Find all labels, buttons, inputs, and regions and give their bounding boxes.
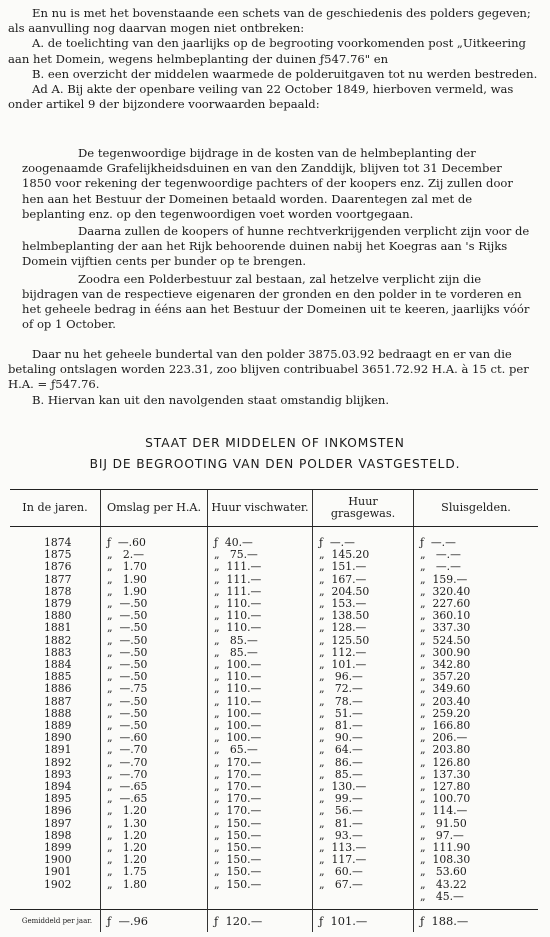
- paragraph: Daarna zullen de koopers of hunne rechtverkrijgenden verplicht zijn voor de helmbeplanting der aan het Rijk behoorende duinen nabij het Koegras aan 's Rijks Domein vijftien cents per bunder op te brengen.: [22, 224, 530, 269]
- sluisgelden-cell: „ 349.60: [414, 683, 539, 695]
- omslag-cell: „ 1.20: [101, 842, 208, 854]
- vischwater-cell: „ 150.—: [208, 830, 313, 842]
- grasgewas-cell: „ 67.—: [313, 879, 414, 891]
- omslag-cell: [101, 891, 208, 910]
- grasgewas-cell: „ 101.—: [313, 659, 414, 671]
- omslag-cell: ƒ —.60: [101, 527, 208, 550]
- year-cell: 1894: [44, 780, 72, 794]
- omslag-cell: „ 1.20: [101, 830, 208, 842]
- column-header-years: In de jaren.: [10, 490, 101, 527]
- vischwater-cell: „ 150.—: [208, 818, 313, 830]
- year-cell: 1892: [44, 755, 72, 769]
- year-cell: 1882: [44, 633, 72, 647]
- grasgewas-cell: ƒ —.—: [313, 527, 414, 550]
- omslag-cell: „ 1.90: [101, 586, 208, 598]
- omslag-cell: „ 1.80: [101, 879, 208, 891]
- table-subtitle: BIJ DE BEGROOTING VAN DEN POLDER VASTGESTELD.: [89, 457, 461, 471]
- omslag-cell: „ 1.20: [101, 854, 208, 866]
- vischwater-cell: ƒ 40.—: [208, 527, 313, 550]
- omslag-cell: „ —.50: [101, 696, 208, 708]
- sluisgelden-cell: „ 127.80: [414, 781, 539, 793]
- paragraph: Ad A. Bij akte der openbare veiling van 22 October 1849, hierboven vermeld, was onder artikel 9 der bijzondere voorwaarden bepaald:: [8, 82, 514, 112]
- average-vischwater-cell: ƒ 120.—: [208, 910, 313, 933]
- year-cell: 1875: [44, 548, 72, 562]
- year-cell: 1881: [44, 621, 72, 635]
- sluisgelden-cell: „ 111.90: [414, 842, 539, 854]
- omslag-cell: „ 1.70: [101, 561, 208, 573]
- table-row: [10, 805, 538, 817]
- vischwater-cell: „ 100.—: [208, 732, 313, 744]
- omslag-cell: „ —.50: [101, 610, 208, 622]
- average-omslag-cell: ƒ —.96: [101, 910, 208, 933]
- grasgewas-cell: „ 72.—: [313, 683, 414, 695]
- year-cell: 1900: [44, 853, 72, 867]
- table-header-row: [10, 490, 538, 527]
- table-row: [10, 683, 538, 695]
- sluisgelden-cell: „ 203.80: [414, 744, 539, 756]
- column-header-sluisgelden: Sluisgelden.: [414, 490, 539, 527]
- sluisgelden-cell: „ 91.50: [414, 818, 539, 830]
- vischwater-cell: „ 170.—: [208, 757, 313, 769]
- average-sluisgelden-cell: ƒ 188.—: [414, 910, 539, 933]
- average-row: [10, 910, 538, 933]
- vischwater-cell: [208, 891, 313, 910]
- vischwater-cell: „ 150.—: [208, 842, 313, 854]
- year-cell: [10, 891, 101, 910]
- omslag-cell: „ —.65: [101, 793, 208, 805]
- year-cell: 1893: [44, 767, 72, 781]
- sluisgelden-cell: „ 357.20: [414, 671, 539, 683]
- grasgewas-cell: „ 113.—: [313, 842, 414, 854]
- omslag-cell: „ —.50: [101, 647, 208, 659]
- year-cell: 1883: [44, 645, 72, 659]
- grasgewas-cell: „ 85.—: [313, 769, 414, 781]
- sluisgelden-cell: „ 43.22: [414, 879, 539, 891]
- intro-text: [8, 6, 540, 112]
- omslag-cell: „ —.65: [101, 781, 208, 793]
- grasgewas-cell: „ 90.—: [313, 732, 414, 744]
- year-cell: 1899: [44, 841, 72, 855]
- vischwater-cell: „ 110.—: [208, 622, 313, 634]
- vischwater-cell: „ 110.—: [208, 610, 313, 622]
- vischwater-cell: „ 111.—: [208, 561, 313, 573]
- average-grasgewas-cell: ƒ 101.—: [313, 910, 414, 933]
- sluisgelden-cell: „ 97.—: [414, 830, 539, 842]
- vischwater-cell: „ 110.—: [208, 696, 313, 708]
- year-cell: 1889: [44, 719, 72, 733]
- year-cell: 1874: [44, 536, 72, 549]
- omslag-cell: „ —.70: [101, 744, 208, 756]
- table-row: [10, 561, 538, 573]
- table-row: [10, 866, 538, 878]
- vischwater-cell: „ 150.—: [208, 854, 313, 866]
- sluisgelden-cell: „ 337.30: [414, 622, 539, 634]
- sluisgelden-cell: „ 203.40: [414, 696, 539, 708]
- grasgewas-cell: „ 81.—: [313, 720, 414, 732]
- vischwater-cell: „ 170.—: [208, 793, 313, 805]
- vischwater-cell: „ 110.—: [208, 683, 313, 695]
- vischwater-cell: „ 75.—: [208, 549, 313, 561]
- omslag-cell: „ 1.20: [101, 805, 208, 817]
- vischwater-cell: „ 85.—: [208, 647, 313, 659]
- omslag-cell: „ —.50: [101, 708, 208, 720]
- year-cell: 1896: [44, 804, 72, 818]
- sluisgelden-cell: ƒ —.—: [414, 527, 539, 550]
- grasgewas-cell: „ 117.—: [313, 854, 414, 866]
- sluisgelden-cell: „ 300.90: [414, 647, 539, 659]
- column-header-vischwater: Huur vischwater.: [208, 490, 313, 527]
- vischwater-cell: „ 111.—: [208, 574, 313, 586]
- grasgewas-cell: „ 145.20: [313, 549, 414, 561]
- sluisgelden-cell: „ 524.50: [414, 635, 539, 647]
- paragraph: De tegenwoordige bijdrage in de kosten van de helmbeplanting der zoogenaamde Grafelijkheidsduinen en van den Zanddijk, blijven tot 31 December 1850 voor rekening der tegenwoordige pachters of der koopers enz. Zij zullen door hen aan het Bestuur der Domeinen betaald worden. Daarentegen zal met de beplanting enz. op den tegenwoordigen voet worden voortgegaan.: [22, 146, 513, 221]
- grasgewas-cell: „ 51.—: [313, 708, 414, 720]
- vischwater-cell: „ 65.—: [208, 744, 313, 756]
- sluisgelden-cell: „ 108.30: [414, 854, 539, 866]
- sluisgelden-cell: „ 100.70: [414, 793, 539, 805]
- omslag-cell: „ —.50: [101, 720, 208, 732]
- vischwater-cell: „ 170.—: [208, 769, 313, 781]
- omslag-cell: „ —.75: [101, 683, 208, 695]
- omslag-cell: „ —.50: [101, 598, 208, 610]
- year-cell: 1886: [44, 682, 72, 696]
- omslag-cell: „ —.50: [101, 635, 208, 647]
- grasgewas-cell: „ 99.—: [313, 793, 414, 805]
- year-cell: 1878: [44, 584, 72, 598]
- table-row: [10, 527, 538, 550]
- omslag-cell: „ —.50: [101, 622, 208, 634]
- omslag-cell: „ —.50: [101, 659, 208, 671]
- grasgewas-cell: „ 138.50: [313, 610, 414, 622]
- vischwater-cell: „ 100.—: [208, 720, 313, 732]
- column-header-grasgewas: Huur grasgewas.: [313, 490, 414, 527]
- year-cell: 1877: [44, 572, 72, 586]
- sluisgelden-cell: „ 137.30: [414, 769, 539, 781]
- year-cell: 1880: [44, 609, 72, 623]
- grasgewas-cell: „ 153.—: [313, 598, 414, 610]
- omslag-cell: „ —.70: [101, 769, 208, 781]
- omslag-cell: „ —.70: [101, 757, 208, 769]
- year-cell: 1902: [44, 877, 72, 891]
- grasgewas-cell: [313, 891, 414, 910]
- omslag-cell: „ —.50: [101, 671, 208, 683]
- year-cell: 1898: [44, 828, 72, 842]
- vischwater-cell: „ 85.—: [208, 635, 313, 647]
- vischwater-cell: „ 100.—: [208, 708, 313, 720]
- sluisgelden-cell: „ 53.60: [414, 866, 539, 878]
- average-label: Gemiddeld per jaar.: [10, 910, 101, 933]
- grasgewas-cell: „ 78.—: [313, 696, 414, 708]
- grasgewas-cell: „ 204.50: [313, 586, 414, 598]
- grasgewas-cell: „ 130.—: [313, 781, 414, 793]
- omslag-cell: „ 2.—: [101, 549, 208, 561]
- sluisgelden-cell: „ 259.20: [414, 708, 539, 720]
- table-body: [10, 527, 538, 933]
- grasgewas-cell: „ 86.—: [313, 757, 414, 769]
- grasgewas-cell: „ 128.—: [313, 622, 414, 634]
- table-row: [10, 696, 538, 708]
- paragraph: B. Hiervan kan uit den navolgenden staat omstandig blijken.: [32, 392, 390, 407]
- sluisgelden-cell: „ 227.60: [414, 598, 539, 610]
- year-cell: 1879: [44, 597, 72, 611]
- omslag-cell: „ 1.90: [101, 574, 208, 586]
- vischwater-cell: „ 110.—: [208, 671, 313, 683]
- year-cell: 1888: [44, 706, 72, 720]
- grasgewas-cell: „ 56.—: [313, 805, 414, 817]
- year-cell: 1890: [44, 731, 72, 745]
- omslag-cell: „ 1.75: [101, 866, 208, 878]
- sluisgelden-cell: „ 342.80: [414, 659, 539, 671]
- year-cell: 1887: [44, 694, 72, 708]
- year-cell: 1891: [44, 743, 72, 757]
- vischwater-cell: „ 150.—: [208, 866, 313, 878]
- table-title: STAAT DER MIDDELEN OF INKOMSTEN: [145, 436, 405, 450]
- vischwater-cell: „ 170.—: [208, 781, 313, 793]
- table-row: [10, 574, 538, 586]
- grasgewas-cell: „ 96.—: [313, 671, 414, 683]
- grasgewas-cell: „ 112.—: [313, 647, 414, 659]
- grasgewas-cell: „ 93.—: [313, 830, 414, 842]
- vischwater-cell: „ 100.—: [208, 659, 313, 671]
- sluisgelden-cell: „ 126.80: [414, 757, 539, 769]
- table-row: [10, 622, 538, 634]
- sluisgelden-cell: „ 166.80: [414, 720, 539, 732]
- omslag-cell: „ 1.30: [101, 818, 208, 830]
- grasgewas-cell: „ 81.—: [313, 818, 414, 830]
- vischwater-cell: „ 150.—: [208, 879, 313, 891]
- sluisgelden-cell: „ —.—: [414, 561, 539, 573]
- sluisgelden-cell: „ 320.40: [414, 586, 539, 598]
- paragraph: A. de toelichting van den jaarlijks op de begrooting voorkomenden post „Uitkeering aan het Domein, wegens helmbeplanting der duinen ƒ547.76" en: [8, 36, 526, 66]
- sluisgelden-cell: „ —.—: [414, 549, 539, 561]
- vischwater-cell: „ 111.—: [208, 586, 313, 598]
- table-row: [10, 635, 538, 647]
- paragraph: En nu is met het bovenstaande een schets van de geschiedenis des polders gegeven; als aanvulling nog daarvan mogen niet ontbreken:: [8, 6, 531, 36]
- paragraph: Daar nu het geheele bundertal van den polder 3875.03.92 bedraagt en er van die betaling ontslagen worden 223.31, zoo blijven contribuabel 3651.72.92 H.A. à 15 ct. per H.A. = ƒ547.76.: [8, 347, 529, 392]
- column-header-omslag: Omslag per H.A.: [101, 490, 208, 527]
- revenue-table: [10, 489, 538, 932]
- closing-text: [8, 347, 540, 408]
- year-cell: 1901: [44, 865, 72, 879]
- vischwater-cell: „ 170.—: [208, 805, 313, 817]
- sluisgelden-cell: „ 360.10: [414, 610, 539, 622]
- grasgewas-cell: „ 167.—: [313, 574, 414, 586]
- year-cell: 1876: [44, 560, 72, 574]
- paragraph: B. een overzicht der middelen waarmede de polderuitgaven tot nu werden bestreden.: [32, 66, 538, 81]
- grasgewas-cell: „ 64.—: [313, 744, 414, 756]
- grasgewas-cell: „ 60.—: [313, 866, 414, 878]
- table-row: [10, 744, 538, 756]
- table-row: [10, 891, 538, 910]
- grasgewas-cell: „ 125.50: [313, 635, 414, 647]
- sluisgelden-cell: „ 206.—: [414, 732, 539, 744]
- sluisgelden-cell: „ 45.—: [414, 891, 539, 910]
- vischwater-cell: „ 110.—: [208, 598, 313, 610]
- sluisgelden-cell: „ 114.—: [414, 805, 539, 817]
- year-cell: 1895: [44, 792, 72, 806]
- year-cell: 1885: [44, 670, 72, 684]
- sluisgelden-cell: „ 159.—: [414, 574, 539, 586]
- grasgewas-cell: „ 151.—: [313, 561, 414, 573]
- paragraph: Zoodra een Polderbestuur zal bestaan, zal hetzelve verplicht zijn die bijdragen van de respectieve eigenaren der gronden en den polder in te vorderen en het geheele bedrag in ééns aan het Bestuur der Domeinen uit te keeren, jaarlijks vóór of op 1 October.: [22, 271, 530, 332]
- omslag-cell: „ —.60: [101, 732, 208, 744]
- year-cell: 1897: [44, 816, 72, 830]
- year-cell: 1884: [44, 658, 72, 672]
- quoted-conditions: [22, 146, 532, 332]
